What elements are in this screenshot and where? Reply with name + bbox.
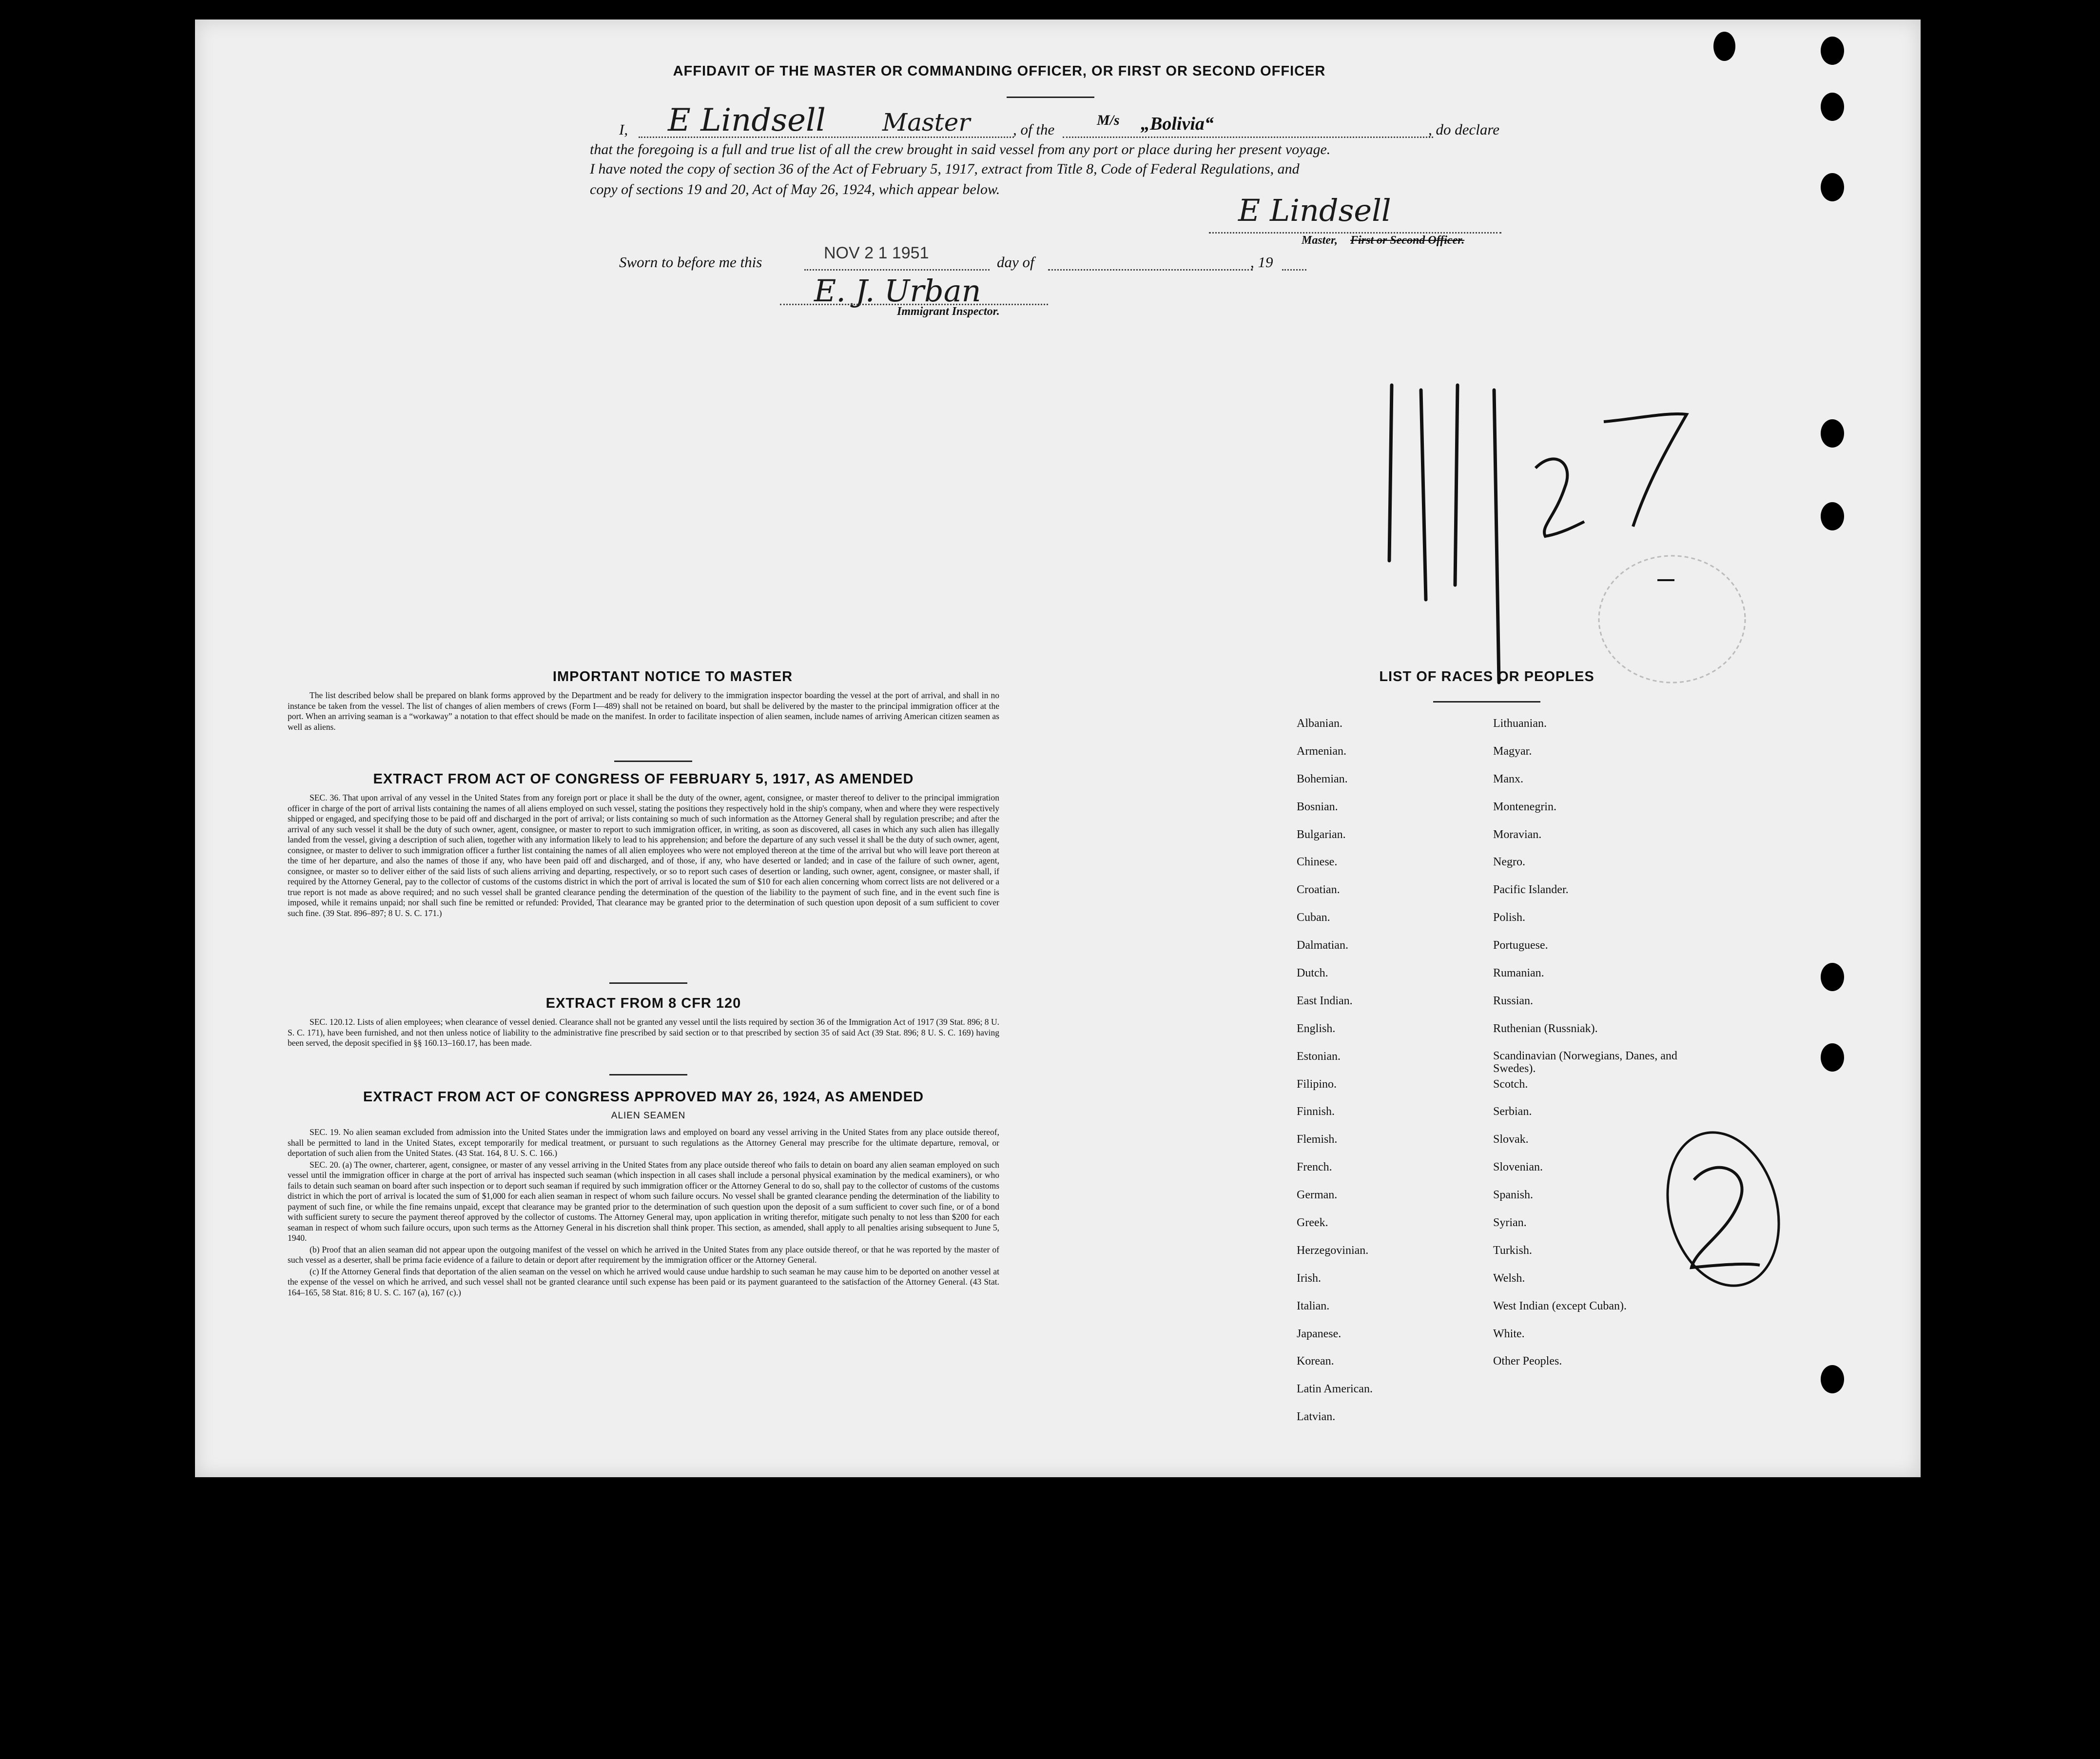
do-declare: , do declare [1428, 121, 1500, 138]
race-item: Moravian. [1493, 828, 1542, 841]
extract1924-heading: EXTRACT FROM ACT OF CONGRESS APPROVED MAY 26, 1924, AS AMENDED [363, 1089, 924, 1105]
races-heading: LIST OF RACES OR PEOPLES [1379, 669, 1594, 684]
cfr-rule [609, 1074, 687, 1075]
race-item: French. [1297, 1161, 1332, 1174]
extract1917-text: SEC. 36. That upon arrival of any vessel in the United States from any foreign port or place it shall be the duty of the owner, agent, consignee, or master thereof to deliver to the principal immigration officer in charge of the port of arrival lists containing the names of all aliens employed on such vessel, stating the positions they respectively hold in the ship's company, when and where they were respectively shipped or engaged, and specifying those to be paid off and discharged in the port of arrival; or lists containing so much of such information as the Attorney General shall by regulation prescribe; and after the arrival of any such vessel it shall be the duty of such owner, agent, consignee, or master to report to such immigration officer, in writing, as soon as discovered, all cases in which any such alien has illegally landed from the vessel, giving a description of such alien, together with any information likely to lead to his apprehension; and before the departure of any such vessel it shall be the duty of such owner, agent, consignee, or master to deliver to such immigration officer a further list containing the names of all alien employees who were not employed thereon at the time of the arrival but who will leave port thereon at the time of her departure, and also the names of those if any, who have been paid off and discharged, and of those, if any, who have deserted or landed; and in case of the failure of such owner, agent, consignee, or master so to deliver either of the said lists of such aliens arriving and departing, respectively, or so to report such cases of desertion or landing, such owner, agent, consignee, or master shall, if required by the Attorney General, pay to the collector of customs of the customs district in which the port of arrival is located the sum of $10 for each alien concerning whom correct lists are not delivered or a true report is not made as above required; and no such vessel shall be granted clearance pending the determination of the question of the liability to the payment of such fine, and in the event such fine is imposed, while it remains unpaid; nor shall such fine be remitted or refunded: Provided, That clearance may be granted prior to the determination of such question upon deposit of a sum sufficient to cover such fine. (39 Stat. 896–897; 8 U. S. C. 171.) [288, 793, 999, 918]
race-item: Cuban. [1297, 911, 1330, 924]
declaration-line3: copy of sections 19 and 20, Act of May 26, 1924, which appear below. [590, 181, 1000, 197]
handwritten-7 [1604, 414, 1687, 527]
race-item: Magyar. [1493, 744, 1532, 758]
race-item: Dalmatian. [1297, 939, 1348, 952]
race-item: Irish. [1297, 1271, 1321, 1285]
race-item: East Indian. [1297, 994, 1353, 1007]
handwritten-2 [1536, 459, 1584, 536]
master-signature: E Lindsell [668, 102, 826, 138]
race-item: Bulgarian. [1297, 828, 1346, 841]
extract1917-heading: EXTRACT FROM ACT OF CONGRESS OF FEBRUARY 5, 1917, AS AMENDED [373, 771, 914, 787]
officer-caption-struck: First or Second Officer. [1350, 234, 1465, 247]
race-item: Manx. [1493, 772, 1523, 785]
race-item: Herzegovinian. [1297, 1244, 1369, 1257]
race-item: Bosnian. [1297, 800, 1338, 813]
race-item: Lithuanian. [1493, 717, 1547, 730]
master-written: Master [882, 108, 971, 137]
notice-text: The list described below shall be prepared on blank forms approved by the Department and be ready for delivery to the immigration inspector boarding the vessel at the port of arrival, and shall in no instance be taken from the vessel. The list of changes of alien members of crews (Form I—489) shall not be retained on board, but shall be delivered by the master to the principal immigration officer at the port. When an arriving seaman is a “workaway” a notation to that effect should be made on the manifest. In order to facilitate inspection of alien seamen, include names of arriving American citizen seamen as well as aliens. [288, 690, 999, 732]
officer-caption-master: Master, [1302, 234, 1338, 247]
race-item: Latvian. [1297, 1410, 1336, 1424]
race-item: Scotch. [1493, 1077, 1528, 1091]
affidavit-title: AFFIDAVIT OF THE MASTER OR COMMANDING OFFICER, OR FIRST OR SECOND OFFICER [673, 63, 1326, 79]
race-item: Armenian. [1297, 744, 1346, 758]
cfr-heading: EXTRACT FROM 8 CFR 120 [545, 996, 741, 1011]
race-item: Greek. [1297, 1216, 1328, 1230]
vessel-name: „Bolivia“ [1141, 114, 1214, 134]
declaration-line1: that the foregoing is a full and true list of all the crew brought in said vessel from any port or place during her present voyage. [590, 141, 1331, 157]
notice-rule [614, 761, 692, 762]
race-item: Italian. [1297, 1299, 1330, 1312]
notice-heading: IMPORTANT NOTICE TO MASTER [552, 669, 793, 684]
race-item: Turkish. [1493, 1244, 1532, 1257]
race-item: Korean. [1297, 1355, 1334, 1368]
sec20b-text: (b) Proof that an alien seaman did not appear upon the outgoing manifest of the vessel on which he arrived in the United States from any place outside thereof, or that he was reported by the master of such vessel as a deserter, shall be prima facie evidence of a failure to detain or deport after requirement by the immigration officer or the Attorney General. [288, 1244, 999, 1265]
race-item: Slovenian. [1493, 1161, 1543, 1174]
race-item: Portuguese. [1493, 939, 1548, 952]
race-item: Russian. [1493, 994, 1534, 1007]
race-item: German. [1297, 1189, 1338, 1202]
race-item: Latin American. [1297, 1383, 1373, 1396]
race-item: Rumanian. [1493, 967, 1544, 980]
races-column-2 [1493, 717, 1698, 1382]
race-item: Negro. [1493, 856, 1525, 869]
cfr-text-block [288, 1017, 999, 1050]
stamp-circle [1599, 556, 1745, 683]
race-item: Slovak. [1493, 1133, 1529, 1146]
race-item: English. [1297, 1022, 1336, 1035]
vessel-prefix: M/s [1097, 112, 1120, 128]
year-label: , 19 [1250, 254, 1273, 271]
race-item: Other Peoples. [1493, 1355, 1562, 1368]
sec20a-text: SEC. 20. (a) The owner, charterer, agent, consignee, or master of any vessel arriving in the United States from any place outside thereof who fails to detain on board any alien seaman employed on such vessel until the immigration officer in charge at the port of arrival has inspected such seaman (which inspection in all cases shall include a personal physical examination by the medical examiners), or who fails to detain such seaman on board after such inspection or to deport such seaman if required by such immigration officer or the Attorney General to do so, shall pay to the collector of customs of the customs district in which the port of arrival is located the sum of $1,000 for each alien seaman in respect of whom such failure occurs. No vessel shall be granted clearance pending the determination of the liability to payment of such fine, or while the fine remains unpaid, except that clearance may be granted prior to the determination of such question upon the deposit of a sum sufficient to cover such fine, or of a bond with sufficient surety to secure the payment thereof approved by the collector of customs. The Attorney General may, upon application in writing therefor, mitigate such penalty to not less than $200 for each seaman in respect of whom such failure occurs, upon such terms as the Attorney General in his discretion shall think proper. This section, as amended, shall apply to all penalties arising subsequent to June 5, 1940. [288, 1159, 999, 1243]
sworn-date-stamp: NOV 2 1 1951 [824, 244, 929, 262]
alien-seamen-subheading: ALIEN SEAMEN [611, 1111, 686, 1121]
races-column-1 [1297, 717, 1482, 1438]
race-item: Scandinavian (Norwegians, Danes, and Swedes). [1493, 1049, 1677, 1075]
race-item: Japanese. [1297, 1327, 1342, 1340]
notice-text-block [288, 690, 999, 733]
race-item: Albanian. [1297, 717, 1342, 730]
race-item: Dutch. [1297, 967, 1328, 980]
race-item: Croatian. [1297, 883, 1340, 897]
race-item: Spanish. [1493, 1189, 1534, 1202]
sec20c-text: (c) If the Attorney General finds that deportation of the alien seaman on the vessel on which he arrived would cause undue hardship to such seaman he may cause him to be deported on another vessel at the expense of the vessel on which he arrived, and such vessel shall not be granted clearance until such expense has been paid or its payment guaranteed to the satisfaction of the Attorney General. (43 Stat. 164–165, 58 Stat. 816; 8 U. S. C. 167 (a), 167 (c).) [288, 1266, 999, 1297]
race-item: Montenegrin. [1493, 800, 1556, 813]
of-the-label: , of the [1013, 121, 1055, 138]
race-item: White. [1493, 1327, 1525, 1340]
races-rule [1433, 701, 1540, 703]
race-item: Chinese. [1297, 856, 1338, 869]
inspector-signature: E. J. Urban [814, 273, 981, 309]
race-item: Filipino. [1297, 1077, 1337, 1091]
race-item: Polish. [1493, 911, 1526, 924]
cfr-text: SEC. 120.12. Lists of alien employees; when clearance of vessel denied. Clearance shall not be granted any vessel until the lists required by section 36 of the Immigration Act of 1917 (39 Stat. 896; 8 U. S. C. 171), have been furnished, and not then unless notice of liability to the administrative fine prescribed by said section or to that prescribed by section 35 of said Act (39 Stat. 896; 8 U. S. C. 169) having been served, the deposit specified in §§ 160.13–160.17, has been made. [288, 1017, 999, 1048]
circled-2-digit [1692, 1168, 1760, 1268]
tally-marks [1389, 385, 1499, 683]
race-item: West Indian (except Cuban). [1493, 1299, 1627, 1312]
race-item: Serbian. [1493, 1105, 1532, 1118]
race-item: Pacific Islander. [1493, 883, 1569, 897]
race-item: Welsh. [1493, 1271, 1525, 1285]
day-of-label: day of [997, 254, 1034, 271]
race-item: Bohemian. [1297, 772, 1348, 785]
race-item: Flemish. [1297, 1133, 1338, 1146]
extract1917-rule [609, 982, 687, 984]
race-item: Finnish. [1297, 1105, 1335, 1118]
i-label: I, [619, 121, 628, 138]
extract1924-text-block [288, 1127, 999, 1299]
sec19-text: SEC. 19. No alien seaman excluded from admission into the United States under the immigration laws and employed on board any vessel arriving in the United States from any place outside thereof, shall be permitted to land in the United States, except temporarily for medical treatment, or pursuant to such regulations as the Attorney General may prescribe for the ultimate departure, removal, or deportation of such alien from the United States. (43 Stat. 164, 8 U. S. C. 166.) [288, 1127, 999, 1158]
officer-signature: E Lindsell [1238, 193, 1391, 228]
race-item: Syrian. [1493, 1216, 1527, 1230]
extract1917-text-block [288, 793, 999, 919]
sworn-label: Sworn to before me this [619, 254, 762, 271]
race-item: Estonian. [1297, 1050, 1341, 1063]
race-item: Ruthenian (Russniak). [1493, 1022, 1598, 1035]
declaration-line2: I have noted the copy of section 36 of the Act of February 5, 1917, extract from Title 8, Code of Federal Regulations, and [590, 161, 1300, 177]
inspector-caption: Immigrant Inspector. [897, 305, 1000, 318]
